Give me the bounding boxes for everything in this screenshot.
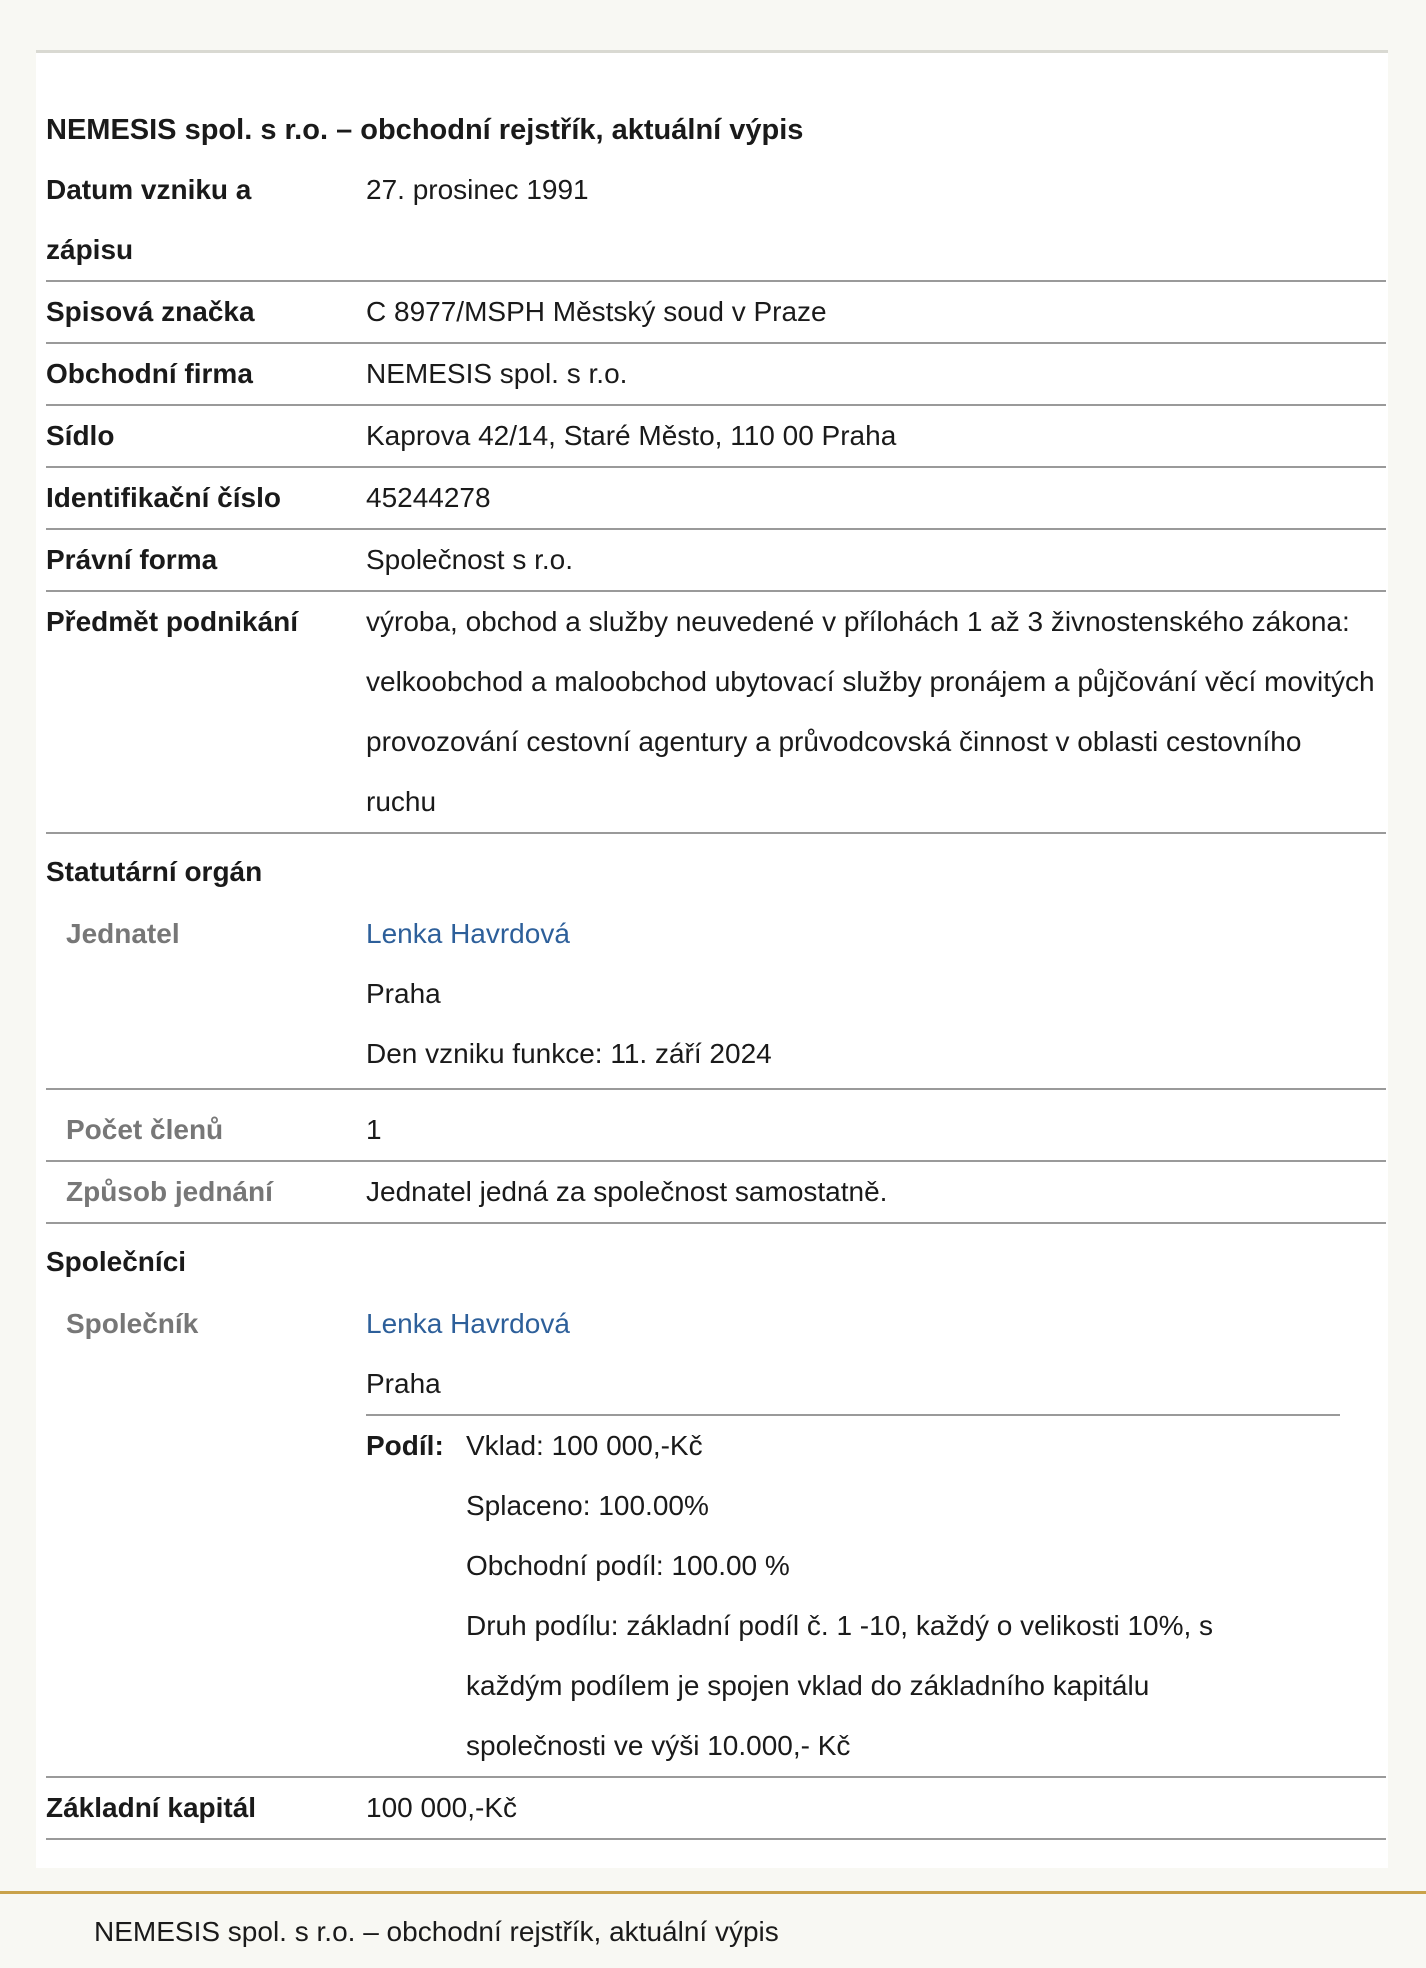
spolecnik-name-link[interactable]: Lenka Havrdová — [366, 1308, 570, 1339]
row-ico — [46, 468, 1386, 530]
podil-obchodni: Obchodní podíl: 100.00 % — [466, 1550, 790, 1581]
row-label: Počet členů — [66, 1114, 224, 1145]
row-predmet-podnikani — [46, 592, 1386, 834]
row-label: Společník — [66, 1308, 199, 1339]
section-spolecnici: Společníci — [46, 1246, 187, 1277]
row-value: 45244278 — [366, 482, 491, 513]
row-datum-vzniku — [46, 160, 1386, 282]
register-table — [46, 160, 1386, 1840]
row-value: výroba, obchod a služby neuvedené v přílohách 1 až 3 živnostenského zákona: velkoobchod a maloobchod ubytovací služby pronájem a půjčování věcí movitých provozování cestovní agentury a průvodcovská činnost v oblasti cestovního ruchu — [366, 606, 1375, 817]
row-jednatel — [46, 904, 1386, 1090]
row-obchodni-firma — [46, 344, 1386, 406]
row-label: Právní forma — [46, 544, 218, 575]
podil-details — [466, 1416, 1340, 1776]
podil-druh: Druh podílu: základní podíl č. 1 -10, každý o velikosti 10%, s každým podílem je spojen vklad do základního kapitálu společnosti ve výši 10.000,- Kč — [466, 1610, 1214, 1761]
jednatel-name-link[interactable]: Lenka Havrdová — [366, 918, 570, 949]
row-value: Kaprova 42/14, Staré Město, 110 00 Praha — [366, 420, 897, 451]
row-value: 27. prosinec 1991 — [366, 174, 589, 205]
row-zpusob-jednani — [46, 1162, 1386, 1224]
row-value — [366, 1294, 1386, 1776]
row-pocet-clenu — [46, 1090, 1386, 1162]
row-label: Identifikační číslo — [46, 482, 281, 513]
row-pravni-forma — [46, 530, 1386, 592]
footer-caption: NEMESIS spol. s r.o. – obchodní rejstřík, aktuální výpis — [94, 1916, 779, 1947]
page-title: NEMESIS spol. s r.o. – obchodní rejstřík, aktuální výpis — [46, 114, 804, 146]
row-value: Jednatel jedná za společnost samostatně. — [366, 1176, 888, 1207]
jednatel-city: Praha — [366, 978, 441, 1009]
row-value: 1 — [366, 1114, 382, 1145]
row-label: Spisová značka — [46, 296, 255, 327]
row-value: Společnost s r.o. — [366, 544, 574, 575]
row-label: Obchodní firma — [46, 358, 253, 389]
row-zakladni-kapital — [46, 1778, 1386, 1840]
podil-splaceno: Splaceno: 100.00% — [466, 1490, 709, 1521]
row-value: C 8977/MSPH Městský soud v Praze — [366, 296, 827, 327]
footer-divider — [0, 1891, 1426, 1894]
podil-block — [366, 1414, 1340, 1776]
row-value: 100 000,-Kč — [366, 1792, 517, 1823]
row-label: Způsob jednání — [66, 1176, 273, 1207]
section-statutarni-organ: Statutární orgán — [46, 856, 263, 887]
podil-vklad: Vklad: 100 000,-Kč — [466, 1430, 703, 1461]
row-value — [366, 904, 1386, 1088]
row-sidlo — [46, 406, 1386, 468]
jednatel-since: Den vzniku funkce: 11. září 2024 — [366, 1038, 772, 1069]
row-value: NEMESIS spol. s r.o. — [366, 358, 628, 389]
podil-label: Podíl: — [366, 1430, 444, 1461]
row-label: Základní kapitál — [46, 1792, 257, 1823]
spolecnik-city: Praha — [366, 1368, 441, 1399]
row-label: Sídlo — [46, 420, 115, 451]
row-spisova-znacka — [46, 282, 1386, 344]
row-label: Jednatel — [66, 918, 180, 949]
row-label: Datum vzniku a zápisu — [46, 174, 252, 265]
row-spolecnik — [46, 1294, 1386, 1778]
row-label: Předmět podnikání — [46, 606, 299, 637]
